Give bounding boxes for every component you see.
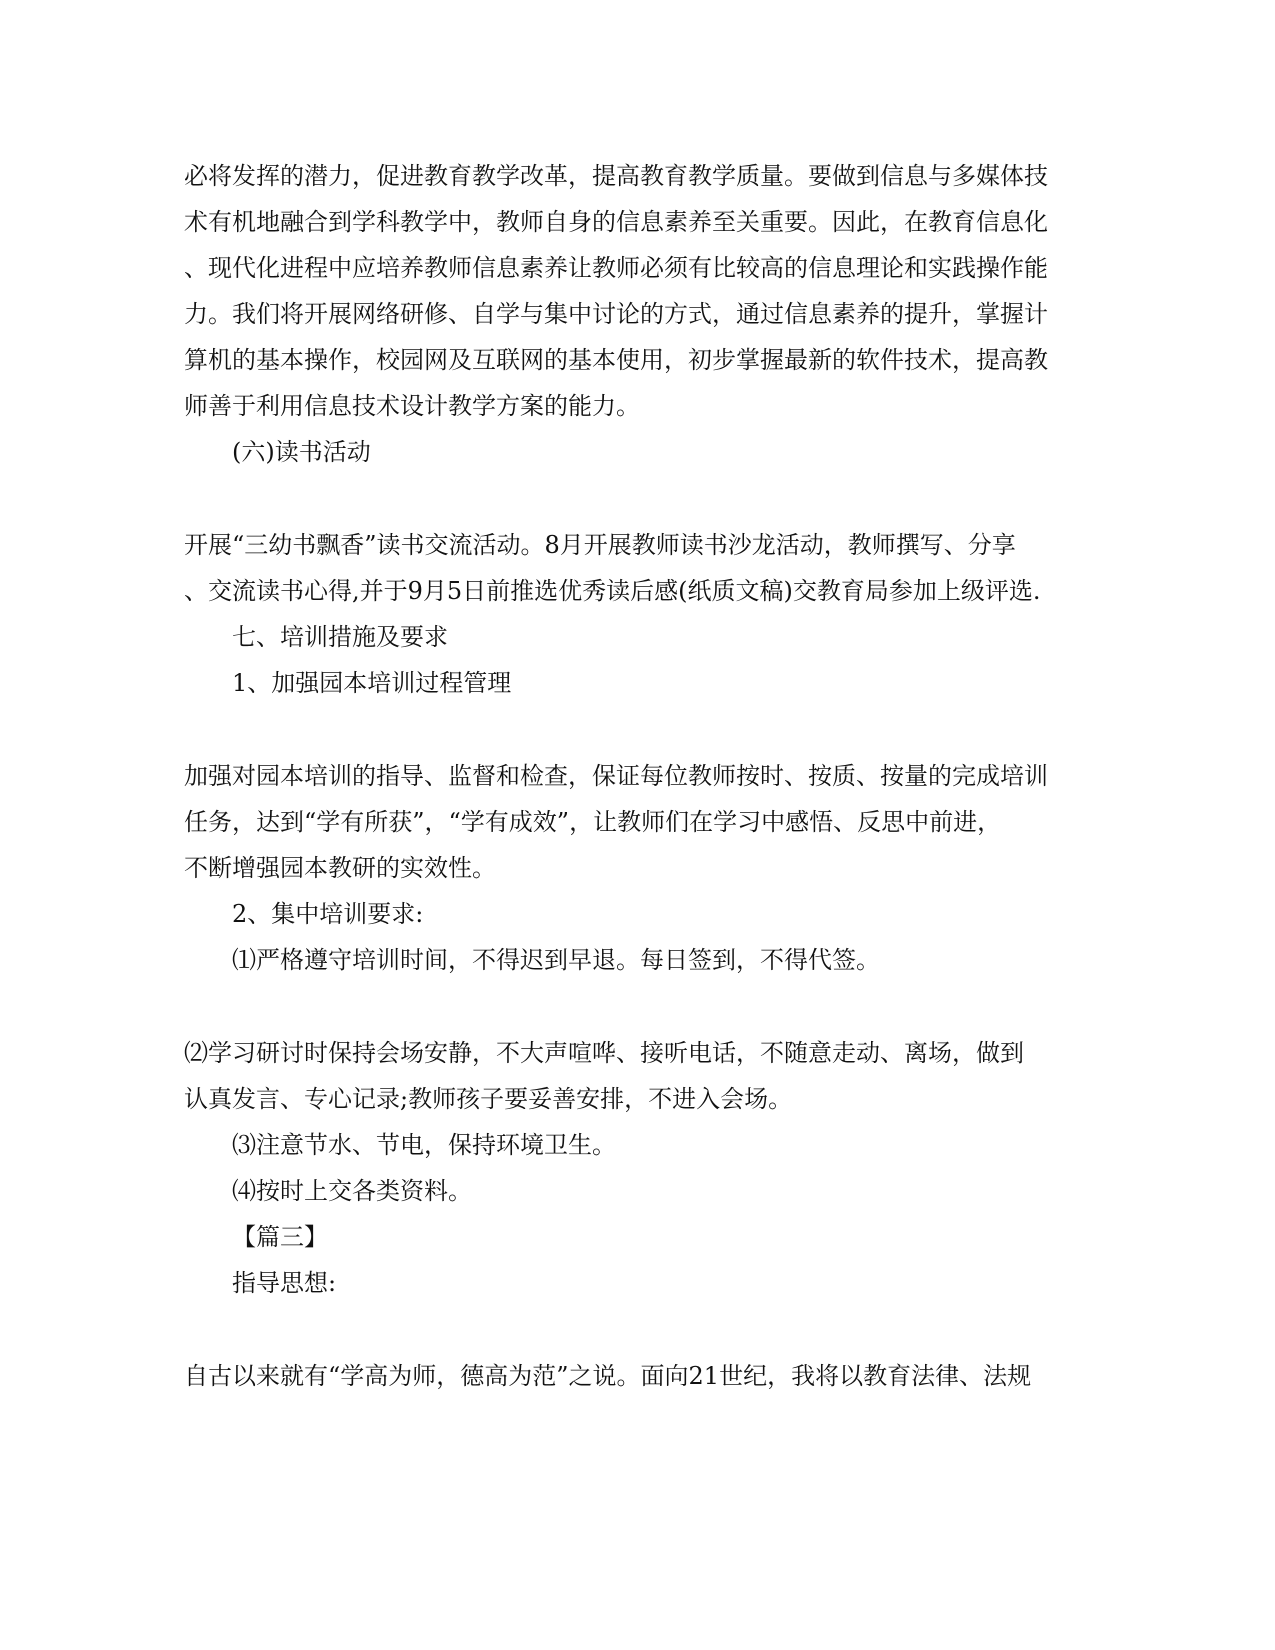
paragraph-line: 开展“三幼书飘香”读书交流活动。8月开展教师读书沙龙活动，教师撰写、分享 [184, 531, 1016, 559]
list-item: ⑶注意节水、节电，保持环境卫生。 [232, 1131, 616, 1159]
paragraph-line: 、现代化进程中应培养教师信息素养让教师必须有比较高的信息理论和实践操作能 [184, 254, 1048, 282]
paragraph-line: 必将发挥的潜力，促进教育教学改革，提高教育教学质量。要做到信息与多媒体技 [184, 162, 1048, 190]
paragraph-line: 力。我们将开展网络研修、自学与集中讨论的方式，通过信息素养的提升，掌握计 [184, 300, 1048, 328]
paragraph-line: 术有机地融合到学科教学中，教师自身的信息素养至关重要。因此，在教育信息化 [184, 208, 1048, 236]
list-item: ⑵学习研讨时保持会场安静，不大声喧哗、接听电话，不随意走动、离场，做到 [184, 1039, 1024, 1067]
subsection-heading: 1、加强园本培训过程管理 [232, 669, 512, 697]
paragraph-line: 算机的基本操作，校园网及互联网的基本使用，初步掌握最新的软件技术，提高教 [184, 346, 1048, 374]
section-heading: (六)读书活动 [232, 438, 371, 466]
section-heading: 指导思想: [232, 1269, 337, 1297]
section-heading: 七、培训措施及要求 [232, 623, 448, 651]
subsection-heading: 2、集中培训要求: [232, 900, 424, 928]
paragraph-line: 任务，达到“学有所获”，“学有成效”，让教师们在学习中感悟、反思中前进， [184, 808, 1002, 836]
paragraph-line: 加强对园本培训的指导、监督和检查，保证每位教师按时、按质、按量的完成培训 [184, 762, 1048, 790]
paragraph-line: 师善于利用信息技术设计教学方案的能力。 [184, 392, 640, 420]
part-heading: 【篇三】 [232, 1223, 328, 1251]
paragraph-line: 自古以来就有“学高为师，德高为范”之说。面向21世纪，我将以教育法律、法规 [184, 1362, 1032, 1390]
list-item: ⑴严格遵守培训时间，不得迟到早退。每日签到，不得代签。 [232, 946, 880, 974]
paragraph-line: 认真发言、专心记录;教师孩子要妥善安排，不进入会场。 [184, 1085, 793, 1113]
paragraph-line: 、交流读书心得,并于9月5日前推选优秀读后感(纸质文稿)交教育局参加上级评选. [184, 577, 1041, 605]
paragraph-line: 不断增强园本教研的实效性。 [184, 854, 496, 882]
list-item: ⑷按时上交各类资料。 [232, 1177, 472, 1205]
